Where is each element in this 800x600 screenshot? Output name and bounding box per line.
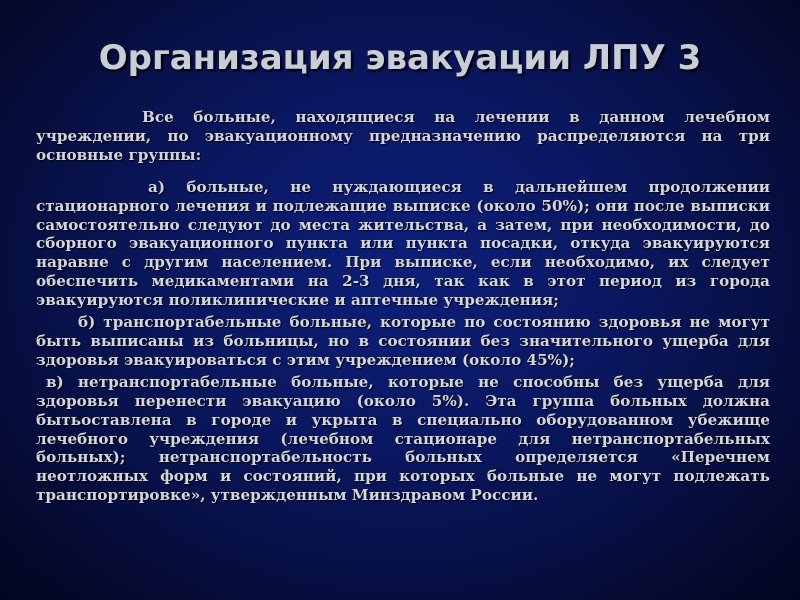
group-a-paragraph: а) больные, не нуждающиеся в дальнейшем продолжении стационарного лечения и подлежащие выписке (около 50%); они после выписки самостоятельно следуют до места жительства, а затем, при необходимости, до сборного эвакуационного пункта или пункта посадки, откуда эвакуируются наравне с другим населением. При выписке, если необходимо, их следует обеспечить медикаментами на 2-3 дня, так как в этот период из города эвакуируются поликлинические и аптечные учреждения; — [36, 177, 770, 310]
group-b-paragraph: б) транспортабельные больные, которые по состоянию здоровья не могут быть выписаны из больницы, но в состоянии без значительного ущерба для здоровья эвакуироваться с этим учреждением (около 45%); — [36, 313, 770, 369]
slide-body — [36, 108, 770, 505]
slide-title: Организация эвакуации ЛПУ 3 — [98, 38, 702, 78]
group-c-paragraph: в) нетранспортабельные больные, которые не способны без ущерба для здоровья перенести эвакуацию (около 5%). Эта группа больных должна бытьоставлена в городе и укрыта в специально оборудованном убежище лечебного учреждения (лечебном стационаре для нетранспортабельных больных); нетранспортабельность больных определяется «Перечнем неотложных форм и состояний, при которых больные не могут подлежать транспортировке», утвержденным Минздравом России. — [36, 372, 770, 505]
intro-paragraph: Все больные, находящиеся на лечении в данном лечебном учреждении, по эвакуационному предназначению распределяются на три основные группы: — [36, 108, 770, 164]
